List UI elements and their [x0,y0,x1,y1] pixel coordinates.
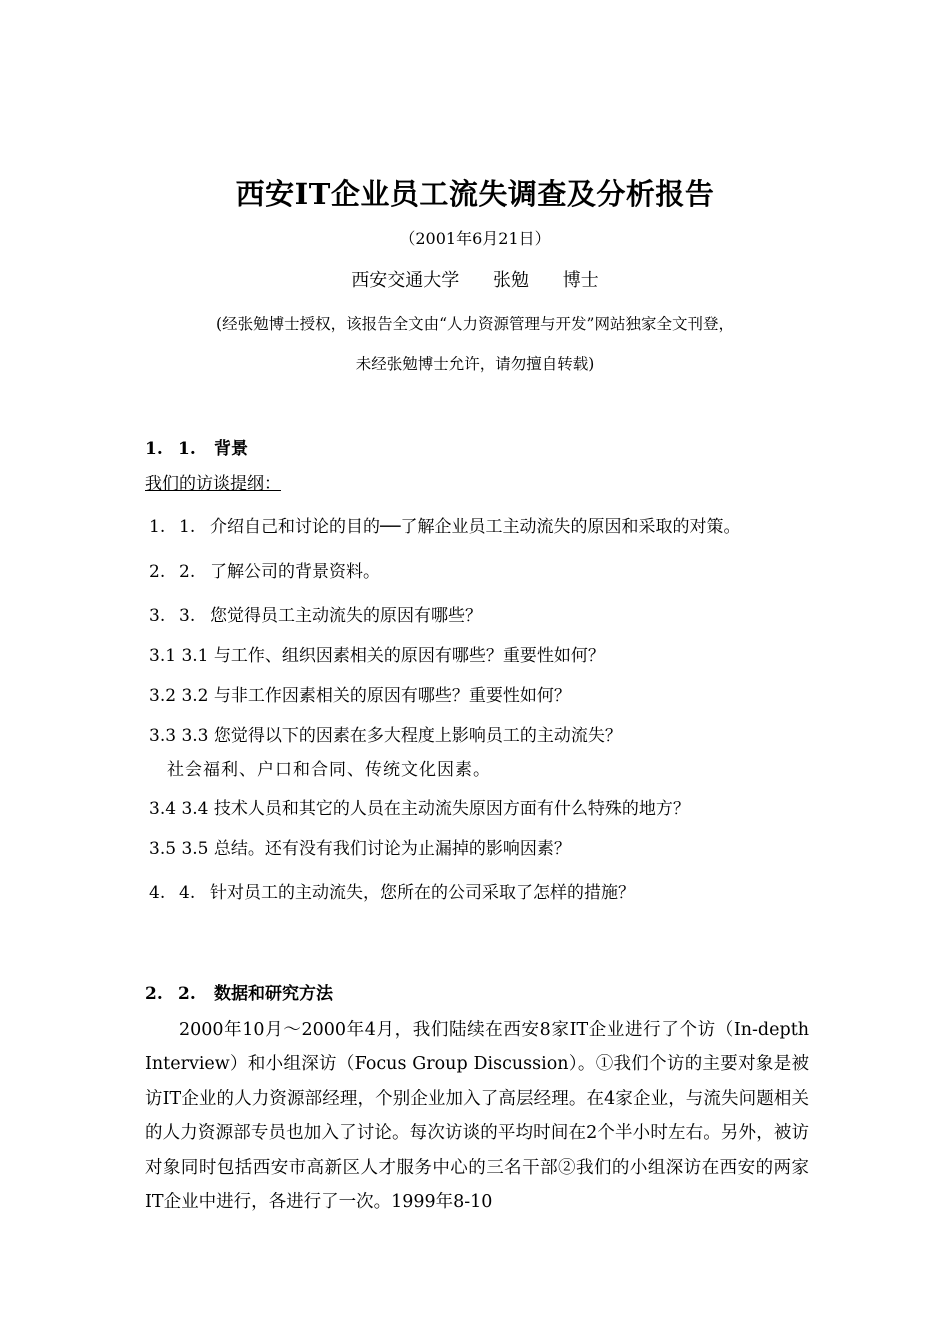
interview-outline-heading: 我们的访谈提纲： [145,474,281,494]
section2-paragraph: 2000年10月～2000年4月，我们陆续在西安8家IT企业进行了个访（In-depth Interview）和小组深访（Focus Group Discussion）。①我们个访的主要对象是被访IT企业的人力资源部经理，个别企业加入了高层经理。在4家企业，与流失问题相关的人力资源部专员也加入了讨论。每次访谈的平均时间在2个半小时左右。另外，被访对象同时包括西安市高新区人才服务中心的三名干部②我们的小组深访在西安的两家IT企业中进行，各进行了一次。1999年8-10 [145,1020,809,1213]
outline-item: 4. 4. 针对员工的主动流失，您所在的公司采取了怎样的措施？ [149,883,635,903]
copyright-note-line1: (经张勉博士授权，该报告全文由“人力资源管理与开发”网站独家全文刊登， [216,315,734,333]
outline-subitem: 3.3 3.3 您觉得以下的因素在多大程度上影响员工的主动流失？ [149,726,622,746]
outline-subitem: 3.2 3.2 与非工作因素相关的原因有哪些？重要性如何？ [149,686,571,706]
author-name: 张勉 [493,270,529,291]
report-date: （2001年6月21日） [399,229,551,248]
section1-num1: 1. [145,439,163,459]
section2-num1: 2. [145,984,163,1004]
outline-item: 2. 2. 了解公司的背景资料。 [149,562,380,582]
outline-item: 1. 1. 介绍自己和讨论的目的──了解企业员工主动流失的原因和采取的对策。 [149,517,741,537]
section1-heading [145,434,248,459]
section2-body [145,1013,809,1219]
section1-title: 背景 [214,439,248,459]
section2-num2: 2. [178,984,196,1004]
outline-subitem: 3.5 3.5 总结。还有没有我们讨论为止漏掉的影响因素？ [149,839,571,859]
outline-subitem: 3.4 3.4 技术人员和其它的人员在主动流失原因方面有什么特殊的地方？ [149,799,690,819]
copyright-note-line2: 未经张勉博士允许，请勿擅自转载) [355,355,595,373]
section1-num2: 1. [178,439,196,459]
outline-subitem: 3.1 3.1 与工作、组织因素相关的原因有哪些？重要性如何？ [149,646,605,666]
factor-list: 社会福利、户口和合同、传统文化因素。 [167,760,491,780]
author-affiliation: 西安交通大学 [351,270,460,291]
author-degree: 博士 [562,270,599,291]
document-title: 西安IT企业员工流失调查及分析报告 [235,177,715,211]
section2-heading [145,979,333,1004]
author-line [0,266,950,292]
section2-title: 数据和研究方法 [214,984,333,1004]
outline-item: 3. 3. 您觉得员工主动流失的原因有哪些？ [149,606,482,626]
